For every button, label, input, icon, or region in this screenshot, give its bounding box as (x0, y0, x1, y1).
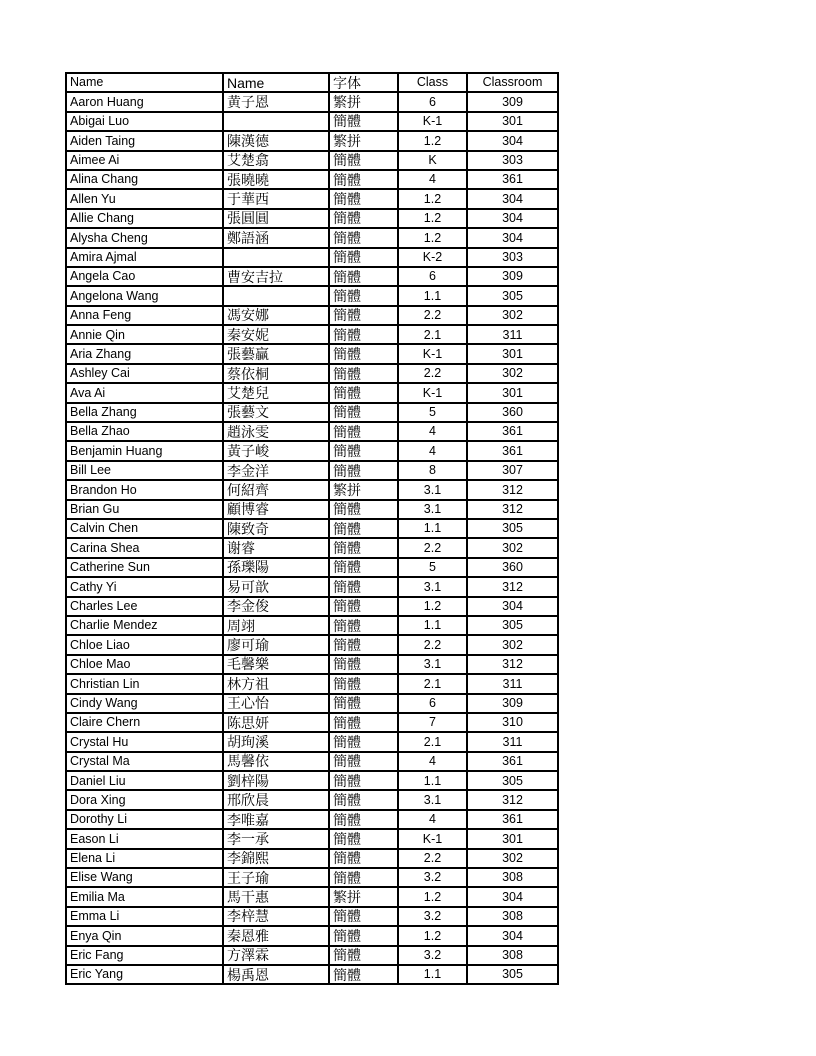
cell-name-chinese: 馬馨依 (223, 752, 329, 771)
cell-name-english: Dorothy Li (66, 810, 223, 829)
header-class: Class (398, 73, 467, 92)
table-row (66, 946, 558, 965)
table-row (66, 810, 558, 829)
cell-name-english: Allen Yu (66, 189, 223, 208)
table-row (66, 752, 558, 771)
student-roster-table (65, 72, 559, 985)
cell-classroom: 304 (467, 209, 558, 228)
table-row (66, 519, 558, 538)
cell-classroom: 309 (467, 694, 558, 713)
cell-class: 2.2 (398, 364, 467, 383)
table-row (66, 92, 558, 111)
cell-name-chinese: 趙泳雯 (223, 422, 329, 441)
student-table-body (66, 92, 558, 984)
cell-font-type: 簡體 (329, 441, 398, 460)
cell-font-type: 簡體 (329, 965, 398, 984)
table-row (66, 616, 558, 635)
cell-classroom: 304 (467, 597, 558, 616)
cell-name-english: Catherine Sun (66, 558, 223, 577)
cell-classroom: 360 (467, 558, 558, 577)
cell-class: K-1 (398, 829, 467, 848)
cell-classroom: 305 (467, 965, 558, 984)
cell-name-english: Crystal Hu (66, 732, 223, 751)
cell-classroom: 311 (467, 674, 558, 693)
cell-name-chinese: 鄭語涵 (223, 228, 329, 247)
cell-name-english: Eric Fang (66, 946, 223, 965)
cell-name-english: Bella Zhang (66, 403, 223, 422)
cell-classroom: 304 (467, 131, 558, 150)
cell-class: 3.2 (398, 946, 467, 965)
cell-name-english: Aria Zhang (66, 344, 223, 363)
cell-name-chinese: 曹安吉拉 (223, 267, 329, 286)
cell-name-english: Bella Zhao (66, 422, 223, 441)
cell-class: 3.1 (398, 480, 467, 499)
cell-name-chinese: 張圓圓 (223, 209, 329, 228)
cell-name-english: Carina Shea (66, 538, 223, 557)
cell-classroom: 304 (467, 189, 558, 208)
cell-name-english: Daniel Liu (66, 771, 223, 790)
cell-font-type: 繁拼 (329, 887, 398, 906)
cell-name-chinese: 黄子恩 (223, 92, 329, 111)
table-row (66, 538, 558, 557)
cell-classroom: 310 (467, 713, 558, 732)
cell-font-type: 簡體 (329, 577, 398, 596)
cell-class: 4 (398, 441, 467, 460)
cell-font-type: 簡體 (329, 500, 398, 519)
cell-name-chinese: 楊禹恩 (223, 965, 329, 984)
cell-class: 6 (398, 694, 467, 713)
cell-class: 3.1 (398, 577, 467, 596)
cell-classroom: 305 (467, 519, 558, 538)
cell-classroom: 305 (467, 616, 558, 635)
cell-name-english: Ava Ai (66, 383, 223, 402)
cell-font-type: 繁拼 (329, 131, 398, 150)
cell-name-chinese (223, 286, 329, 305)
cell-name-chinese: 馬干惠 (223, 887, 329, 906)
cell-name-english: Crystal Ma (66, 752, 223, 771)
cell-classroom: 312 (467, 500, 558, 519)
cell-classroom: 302 (467, 538, 558, 557)
cell-class: 1.2 (398, 597, 467, 616)
cell-name-chinese: 孫瓅陽 (223, 558, 329, 577)
cell-class: 6 (398, 267, 467, 286)
cell-class: 2.2 (398, 635, 467, 654)
cell-font-type: 簡體 (329, 151, 398, 170)
cell-name-english: Angelona Wang (66, 286, 223, 305)
cell-class: 1.2 (398, 131, 467, 150)
cell-name-chinese: 李金洋 (223, 461, 329, 480)
cell-font-type: 簡體 (329, 597, 398, 616)
cell-name-english: Charlie Mendez (66, 616, 223, 635)
cell-name-english: Brandon Ho (66, 480, 223, 499)
cell-name-english: Enya Qin (66, 926, 223, 945)
cell-classroom: 312 (467, 655, 558, 674)
table-row (66, 674, 558, 693)
cell-font-type: 簡體 (329, 810, 398, 829)
cell-class: 2.1 (398, 732, 467, 751)
cell-name-chinese: 張曉曉 (223, 170, 329, 189)
cell-classroom: 302 (467, 849, 558, 868)
cell-class: 2.1 (398, 674, 467, 693)
cell-font-type: 簡體 (329, 519, 398, 538)
cell-class: 3.1 (398, 790, 467, 809)
cell-class: 2.2 (398, 306, 467, 325)
cell-font-type: 簡體 (329, 267, 398, 286)
cell-name-chinese: 廖可瑜 (223, 635, 329, 654)
cell-name-english: Annie Qin (66, 325, 223, 344)
cell-class: 1.2 (398, 228, 467, 247)
cell-classroom: 305 (467, 771, 558, 790)
cell-class: 3.1 (398, 655, 467, 674)
cell-classroom: 361 (467, 810, 558, 829)
table-row (66, 344, 558, 363)
cell-classroom: 303 (467, 151, 558, 170)
cell-name-english: Calvin Chen (66, 519, 223, 538)
table-row (66, 790, 558, 809)
cell-name-english: Claire Chern (66, 713, 223, 732)
cell-name-chinese: 邢欣晨 (223, 790, 329, 809)
table-row (66, 112, 558, 131)
cell-font-type: 簡體 (329, 383, 398, 402)
table-row (66, 655, 558, 674)
cell-font-type: 簡體 (329, 364, 398, 383)
table-row (66, 267, 558, 286)
cell-classroom: 361 (467, 422, 558, 441)
cell-name-english: Cindy Wang (66, 694, 223, 713)
cell-name-english: Bill Lee (66, 461, 223, 480)
cell-font-type: 簡體 (329, 170, 398, 189)
cell-name-english: Aimee Ai (66, 151, 223, 170)
cell-class: 3.2 (398, 907, 467, 926)
cell-classroom: 304 (467, 887, 558, 906)
table-row (66, 441, 558, 460)
cell-font-type: 簡體 (329, 926, 398, 945)
cell-class: 4 (398, 170, 467, 189)
cell-font-type: 簡體 (329, 868, 398, 887)
cell-font-type: 簡體 (329, 189, 398, 208)
cell-name-chinese: 易可歆 (223, 577, 329, 596)
cell-classroom: 301 (467, 344, 558, 363)
cell-classroom: 309 (467, 267, 558, 286)
cell-classroom: 311 (467, 325, 558, 344)
cell-name-chinese: 張藝文 (223, 403, 329, 422)
cell-name-chinese: 王子瑜 (223, 868, 329, 887)
cell-name-english: Alysha Cheng (66, 228, 223, 247)
cell-name-english: Christian Lin (66, 674, 223, 693)
cell-font-type: 簡體 (329, 790, 398, 809)
cell-font-type: 簡體 (329, 616, 398, 635)
table-row (66, 597, 558, 616)
cell-classroom: 304 (467, 228, 558, 247)
cell-name-english: Eason Li (66, 829, 223, 848)
cell-classroom: 309 (467, 92, 558, 111)
cell-name-chinese: 何紹齊 (223, 480, 329, 499)
cell-name-english: Brian Gu (66, 500, 223, 519)
cell-class: 1.2 (398, 887, 467, 906)
cell-name-english: Anna Feng (66, 306, 223, 325)
table-row (66, 325, 558, 344)
cell-class: K-2 (398, 248, 467, 267)
table-row (66, 926, 558, 945)
cell-class: 5 (398, 558, 467, 577)
cell-class: 4 (398, 422, 467, 441)
cell-font-type: 簡體 (329, 538, 398, 557)
table-row (66, 500, 558, 519)
table-row (66, 228, 558, 247)
cell-name-chinese: 蔡依桐 (223, 364, 329, 383)
cell-classroom: 360 (467, 403, 558, 422)
cell-class: K-1 (398, 383, 467, 402)
cell-font-type: 簡體 (329, 655, 398, 674)
cell-name-english: Emma Li (66, 907, 223, 926)
cell-name-chinese (223, 112, 329, 131)
table-row (66, 635, 558, 654)
table-row (66, 713, 558, 732)
table-row (66, 131, 558, 150)
cell-class: 4 (398, 810, 467, 829)
cell-class: 1.1 (398, 965, 467, 984)
cell-font-type: 簡體 (329, 907, 398, 926)
cell-classroom: 304 (467, 926, 558, 945)
cell-font-type: 簡體 (329, 248, 398, 267)
cell-name-english: Alina Chang (66, 170, 223, 189)
cell-name-english: Angela Cao (66, 267, 223, 286)
cell-font-type: 簡體 (329, 674, 398, 693)
header-row (66, 73, 558, 92)
cell-name-english: Ashley Cai (66, 364, 223, 383)
cell-name-english: Allie Chang (66, 209, 223, 228)
table-row (66, 558, 558, 577)
cell-class: 1.2 (398, 926, 467, 945)
cell-font-type: 簡體 (329, 829, 398, 848)
cell-font-type: 簡體 (329, 713, 398, 732)
cell-name-chinese: 谢睿 (223, 538, 329, 557)
cell-classroom: 305 (467, 286, 558, 305)
header-classroom: Classroom (467, 73, 558, 92)
table-row (66, 461, 558, 480)
cell-name-english: Aiden Taing (66, 131, 223, 150)
table-row (66, 849, 558, 868)
header-font-type: 字体 (329, 73, 398, 92)
cell-name-english: Benjamin Huang (66, 441, 223, 460)
table-row (66, 887, 558, 906)
cell-class: 1.1 (398, 616, 467, 635)
cell-classroom: 302 (467, 635, 558, 654)
table-row (66, 151, 558, 170)
cell-name-chinese: 李錦熙 (223, 849, 329, 868)
cell-font-type: 簡體 (329, 306, 398, 325)
cell-name-chinese (223, 248, 329, 267)
cell-name-english: Elena Li (66, 849, 223, 868)
cell-classroom: 361 (467, 441, 558, 460)
cell-name-chinese: 李金俊 (223, 597, 329, 616)
cell-name-chinese: 胡珣溪 (223, 732, 329, 751)
cell-class: 2.2 (398, 538, 467, 557)
cell-name-english: Aaron Huang (66, 92, 223, 111)
cell-name-english: Elise Wang (66, 868, 223, 887)
cell-name-english: Emilia Ma (66, 887, 223, 906)
cell-classroom: 302 (467, 364, 558, 383)
cell-class: 1.2 (398, 189, 467, 208)
cell-class: 1.1 (398, 771, 467, 790)
cell-class: 5 (398, 403, 467, 422)
cell-class: 6 (398, 92, 467, 111)
cell-class: K (398, 151, 467, 170)
cell-name-chinese: 艾楚兒 (223, 383, 329, 402)
cell-class: 8 (398, 461, 467, 480)
table-row (66, 189, 558, 208)
cell-classroom: 361 (467, 752, 558, 771)
cell-font-type: 簡體 (329, 694, 398, 713)
table-row (66, 403, 558, 422)
cell-name-english: Eric Yang (66, 965, 223, 984)
cell-font-type: 簡體 (329, 732, 398, 751)
cell-font-type: 簡體 (329, 849, 398, 868)
table-row (66, 965, 558, 984)
cell-font-type: 簡體 (329, 344, 398, 363)
cell-font-type: 簡體 (329, 771, 398, 790)
cell-name-chinese: 李唯嘉 (223, 810, 329, 829)
cell-name-chinese: 秦安妮 (223, 325, 329, 344)
table-row (66, 170, 558, 189)
cell-class: 2.2 (398, 849, 467, 868)
cell-classroom: 312 (467, 577, 558, 596)
table-row (66, 306, 558, 325)
cell-class: 3.1 (398, 500, 467, 519)
cell-name-chinese: 陳漢德 (223, 131, 329, 150)
cell-font-type: 簡體 (329, 403, 398, 422)
cell-name-english: Chloe Liao (66, 635, 223, 654)
table-row (66, 868, 558, 887)
cell-name-chinese: 李一承 (223, 829, 329, 848)
cell-classroom: 308 (467, 907, 558, 926)
cell-name-english: Charles Lee (66, 597, 223, 616)
cell-class: 1.1 (398, 286, 467, 305)
cell-name-english: Amira Ajmal (66, 248, 223, 267)
cell-name-english: Cathy Yi (66, 577, 223, 596)
cell-font-type: 繁拼 (329, 480, 398, 499)
table-row (66, 829, 558, 848)
cell-classroom: 301 (467, 829, 558, 848)
cell-name-chinese: 黃子峻 (223, 441, 329, 460)
cell-font-type: 簡體 (329, 228, 398, 247)
cell-name-english: Chloe Mao (66, 655, 223, 674)
table-row (66, 209, 558, 228)
cell-font-type: 簡體 (329, 112, 398, 131)
header-name-chinese: Name (223, 73, 329, 92)
cell-font-type: 簡體 (329, 422, 398, 441)
cell-name-chinese: 王心怡 (223, 694, 329, 713)
cell-class: 7 (398, 713, 467, 732)
table-row (66, 286, 558, 305)
table-row (66, 907, 558, 926)
cell-classroom: 301 (467, 383, 558, 402)
table-row (66, 694, 558, 713)
cell-font-type: 簡體 (329, 752, 398, 771)
cell-font-type: 簡體 (329, 325, 398, 344)
table-row (66, 577, 558, 596)
table-row (66, 364, 558, 383)
cell-classroom: 312 (467, 790, 558, 809)
cell-class: 2.1 (398, 325, 467, 344)
cell-name-chinese: 李梓慧 (223, 907, 329, 926)
cell-name-chinese: 陳致奇 (223, 519, 329, 538)
table-row (66, 732, 558, 751)
cell-name-chinese: 林方祖 (223, 674, 329, 693)
cell-classroom: 307 (467, 461, 558, 480)
cell-class: 1.1 (398, 519, 467, 538)
cell-font-type: 簡體 (329, 635, 398, 654)
cell-name-chinese: 馮安娜 (223, 306, 329, 325)
cell-classroom: 303 (467, 248, 558, 267)
cell-class: 4 (398, 752, 467, 771)
cell-classroom: 301 (467, 112, 558, 131)
cell-name-english: Abigai Luo (66, 112, 223, 131)
cell-font-type: 簡體 (329, 461, 398, 480)
cell-classroom: 361 (467, 170, 558, 189)
cell-name-chinese: 毛馨樂 (223, 655, 329, 674)
cell-name-chinese: 秦恩雅 (223, 926, 329, 945)
cell-class: 1.2 (398, 209, 467, 228)
table-row (66, 480, 558, 499)
cell-classroom: 302 (467, 306, 558, 325)
table-row (66, 771, 558, 790)
cell-font-type: 簡體 (329, 286, 398, 305)
table-row (66, 422, 558, 441)
cell-font-type: 繁拼 (329, 92, 398, 111)
cell-name-chinese: 陈思妍 (223, 713, 329, 732)
table-row (66, 248, 558, 267)
cell-class: K-1 (398, 112, 467, 131)
cell-font-type: 簡體 (329, 946, 398, 965)
cell-class: K-1 (398, 344, 467, 363)
cell-name-chinese: 于華西 (223, 189, 329, 208)
cell-name-chinese: 劉梓陽 (223, 771, 329, 790)
header-name-english: Name (66, 73, 223, 92)
cell-classroom: 308 (467, 868, 558, 887)
cell-font-type: 簡體 (329, 209, 398, 228)
cell-class: 3.2 (398, 868, 467, 887)
cell-name-chinese: 周翊 (223, 616, 329, 635)
cell-name-chinese: 方澤霖 (223, 946, 329, 965)
table-row (66, 383, 558, 402)
cell-classroom: 312 (467, 480, 558, 499)
cell-font-type: 簡體 (329, 558, 398, 577)
cell-name-chinese: 顧博睿 (223, 500, 329, 519)
cell-name-english: Dora Xing (66, 790, 223, 809)
cell-name-chinese: 艾楚翕 (223, 151, 329, 170)
cell-classroom: 311 (467, 732, 558, 751)
cell-classroom: 308 (467, 946, 558, 965)
cell-name-chinese: 張藝贏 (223, 344, 329, 363)
